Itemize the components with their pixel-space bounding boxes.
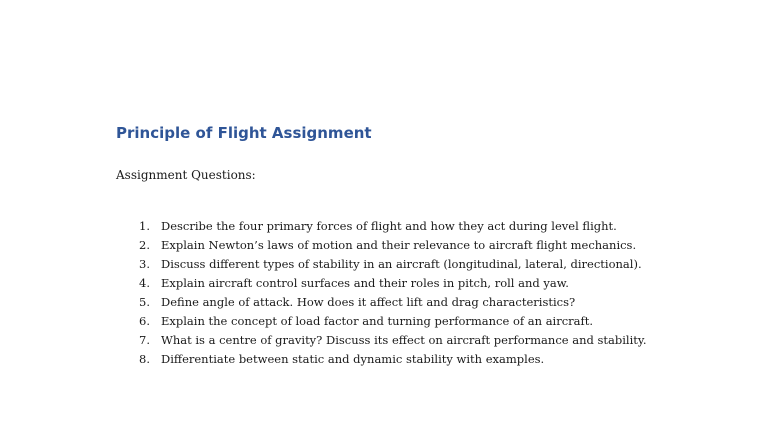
list-item (116, 331, 647, 350)
question-text: Differentiate between static and dynamic stability with examples. (161, 352, 545, 366)
list-item (116, 293, 647, 312)
question-list (116, 217, 647, 369)
question-text: Define angle of attack. How does it affect lift and drag characteristics? (161, 295, 576, 309)
question-text: Explain the concept of load factor and turning performance of an aircraft. (161, 314, 594, 328)
question-number: 6. (139, 314, 150, 328)
list-item (116, 312, 647, 331)
question-text: Discuss different types of stability in an aircraft (longitudinal, lateral, directional). (161, 257, 642, 271)
list-item (116, 274, 647, 293)
section-heading: Assignment Questions: (116, 168, 256, 182)
question-text: Describe the four primary forces of flight and how they act during level flight. (161, 219, 617, 233)
document-title: Principle of Flight Assignment (116, 124, 372, 142)
list-item (116, 217, 647, 236)
question-number: 8. (139, 352, 150, 366)
question-number: 5. (139, 295, 150, 309)
list-item (116, 236, 647, 255)
question-text: What is a centre of gravity? Discuss its effect on aircraft performance and stability. (161, 333, 647, 347)
question-number: 4. (139, 276, 150, 290)
question-number: 2. (139, 238, 150, 252)
question-text: Explain Newton’s laws of motion and their relevance to aircraft flight mechanics. (161, 238, 637, 252)
list-item (116, 255, 647, 274)
question-number: 3. (139, 257, 150, 271)
question-number: 7. (139, 333, 150, 347)
list-item (116, 350, 647, 369)
question-text: Explain aircraft control surfaces and their roles in pitch, roll and yaw. (161, 276, 569, 290)
question-number: 1. (139, 219, 150, 233)
